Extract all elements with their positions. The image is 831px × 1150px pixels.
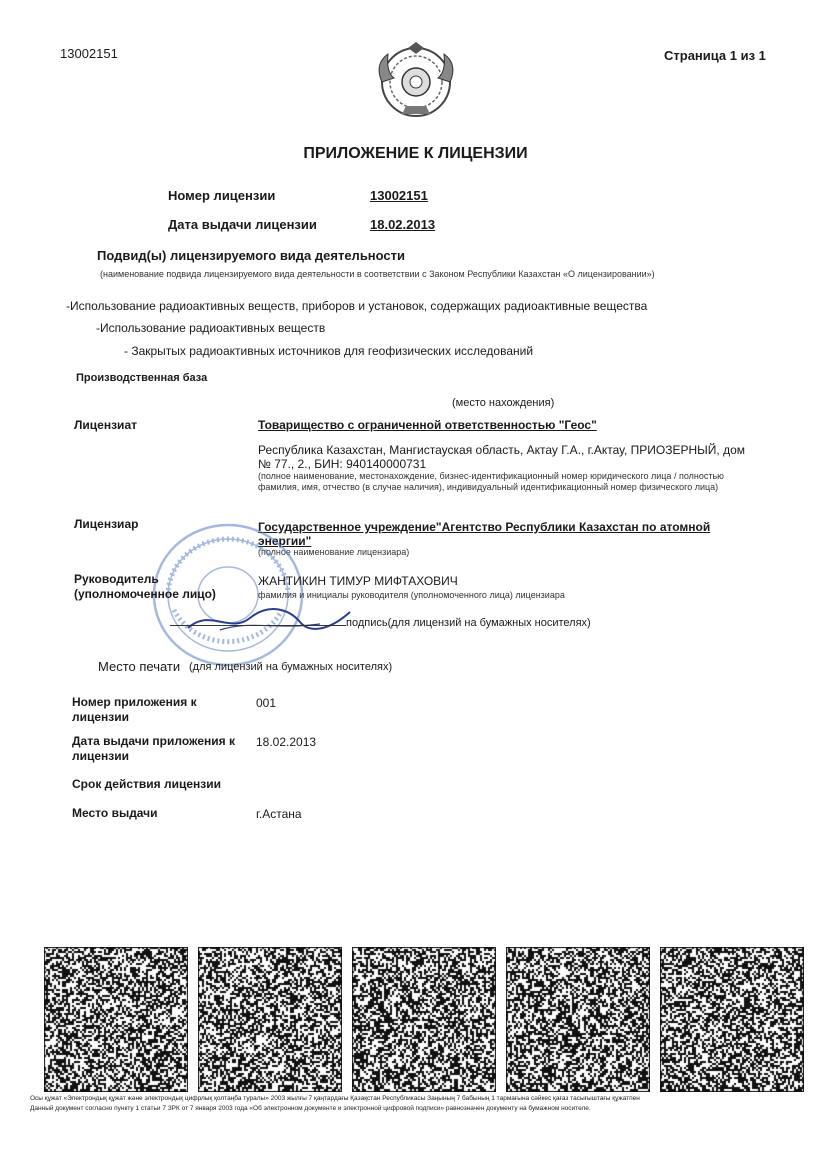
license-validity-label: Срок действия лицензии [72, 777, 221, 791]
appendix-number-label: Номер приложения к лицензии [72, 695, 197, 724]
issue-place-label: Место выдачи [72, 806, 158, 820]
barcode-strip [44, 947, 804, 1092]
licensor-name: Государственное учреждение"Агентство Республики Казахстан по атомной энергии" [258, 520, 711, 548]
signature-note: подпись(для лицензий на бумажных носителях) [346, 617, 591, 629]
appendix-date-label: Дата выдачи приложения к лицензии [72, 734, 235, 763]
footer-legal-kz: Осы құжат «Электрондық құжат және электрондық цифрлық қолтаңба туралы» 2003 жылғы 7 қаңтардағы Қазақстан Республикасы Заңының 7 бабының 1 тармағына сәйкес қағаз тасығыштағы құжатпен [30, 1095, 640, 1102]
barcode-block [506, 947, 650, 1092]
licensor-note: (полное наименование лицензиара) [258, 547, 410, 557]
license-date-value: 18.02.2013 [370, 217, 436, 232]
appendix-date-value: 18.02.2013 [256, 735, 317, 749]
appendix-number-value: 001 [256, 696, 277, 710]
licensee-note: (полное наименование, местонахождение, бизнес-идентификационный номер юридического лица / полностью фамилия, имя, отчество (в случае наличия), индивидуальный идентификационный номер физического лица) [258, 471, 724, 492]
barcode-block [198, 947, 342, 1092]
production-base-location-note: (место нахождения) [452, 397, 555, 409]
page-title: ПРИЛОЖЕНИЕ К ЛИЦЕНЗИИ [303, 145, 528, 162]
barcode-block [44, 947, 188, 1092]
seal-place-label: Место печати [98, 659, 181, 674]
head-label: Руководитель [74, 572, 159, 586]
page-indicator: Страница 1 из 1 [664, 48, 766, 63]
license-number-label: Номер лицензии [168, 188, 276, 203]
state-emblem-icon [372, 42, 460, 120]
seal-place-note: (для лицензий на бумажных носителях) [189, 661, 393, 673]
issue-place-value: г.Астана [256, 807, 302, 821]
license-date-label: Дата выдачи лицензии [168, 217, 317, 232]
footer-legal-ru: Данный документ согласно пункту 1 статьи 7 ЗРК от 7 января 2003 года «Об электронном документе и электронной цифровой подписи» равнозначен документу на бумажном носителе. [30, 1105, 591, 1112]
activity-note: (наименование подвида лицензируемого вида деятельности в соответствии с Законом Республики Казахстан «О лицензировании») [100, 269, 655, 279]
head-label-authorized: (уполномоченное лицо) [74, 587, 216, 601]
activity-item: -Использование радиоактивных веществ, приборов и установок, содержащих радиоактивные вещества [66, 299, 648, 313]
signature-icon [180, 600, 360, 640]
license-number-value: 13002151 [370, 188, 428, 203]
signature-line [170, 625, 346, 626]
licensee-label: Лицензиат [74, 418, 137, 432]
licensor-label: Лицензиар [74, 517, 139, 531]
head-name: ЖАНТИКИН ТИМУР МИФТАХОВИЧ [258, 574, 458, 588]
licensee-name: Товарищество с ограниченной ответственностью "Геос" [258, 418, 597, 432]
barcode-block [660, 947, 804, 1092]
activity-item: -Использование радиоактивных веществ [96, 321, 326, 335]
head-note: фамилия и инициалы руководителя (уполномоченного лица) лицензиара [258, 590, 565, 600]
licensee-address: Республика Казахстан, Мангистауская область, Актау Г.А., г.Актау, ПРИОЗЕРНЫЙ, дом № 77., 2., БИН: 940140000731 [258, 443, 745, 471]
production-base-label: Производственная база [76, 372, 208, 384]
activity-item: - Закрытых радиоактивных источников для геофизических исследований [124, 344, 534, 358]
document-number: 13002151 [60, 46, 118, 61]
barcode-block [352, 947, 496, 1092]
activity-heading: Подвид(ы) лицензируемого вида деятельности [97, 248, 406, 263]
